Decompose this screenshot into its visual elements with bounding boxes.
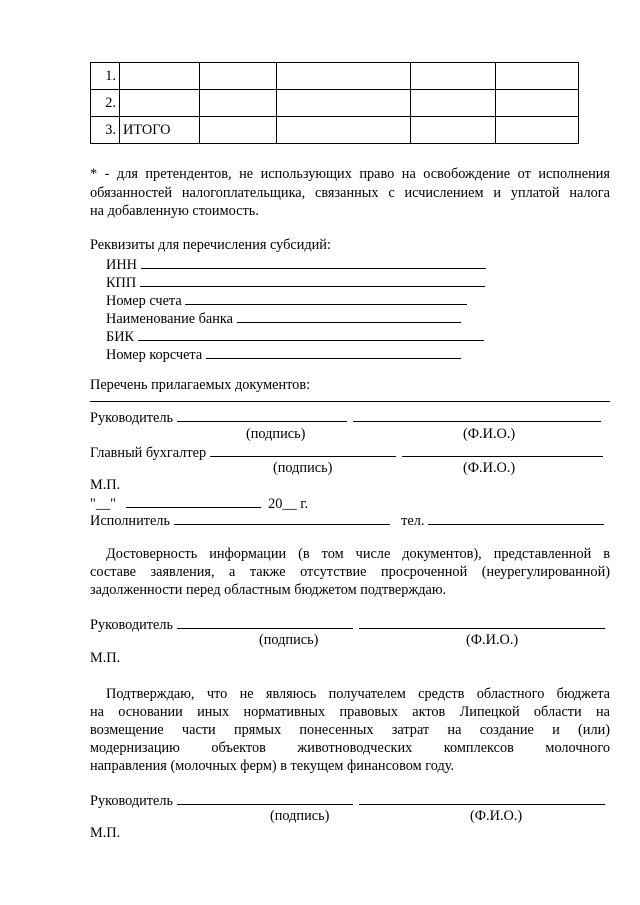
- footnote-line: обязанностей налогоплательщика, связанных с исчислением и уплатой налога: [90, 185, 610, 201]
- accountant-sign-line: [210, 443, 396, 457]
- accountant-signature-row: [90, 443, 603, 462]
- head-label: Руководитель: [90, 617, 174, 633]
- executor-line: [174, 511, 390, 525]
- sign-caption: (подпись): [273, 460, 333, 476]
- stamp-mark: М.П.: [90, 825, 121, 841]
- bik-line: [138, 327, 484, 341]
- kpp-label: КПП: [106, 275, 137, 291]
- table-cell-total: ИТОГО: [120, 117, 200, 144]
- tel-label: тел.: [401, 513, 425, 529]
- accountant-label: Главный бухгалтер: [90, 445, 207, 461]
- executor-label: Исполнитель: [90, 513, 170, 529]
- footnote-line: * - для претендентов, не использующих право на освобождение от исполнения: [90, 166, 610, 182]
- stamp-mark: М.П.: [90, 650, 121, 666]
- tel-line: [428, 511, 604, 525]
- table-cell: [277, 117, 411, 144]
- head-sign-line: [177, 408, 347, 422]
- footnote-line: на добавленную стоимость.: [90, 203, 259, 219]
- date-day: "__": [90, 496, 116, 512]
- inn-line: [141, 255, 486, 269]
- table-cell: [200, 63, 277, 90]
- head-sign-line: [177, 791, 353, 805]
- account-field: [106, 291, 467, 310]
- head-signature-row: [90, 408, 601, 427]
- stamp-mark: М.П.: [90, 477, 121, 493]
- bank-field: [106, 309, 461, 328]
- kpp-field: [106, 273, 485, 292]
- head-label: Руководитель: [90, 410, 174, 426]
- bank-label: Наименование банка: [106, 311, 233, 327]
- accountant-fio-line: [402, 443, 603, 457]
- head-label: Руководитель: [90, 793, 174, 809]
- head-sign-line: [177, 615, 353, 629]
- sign-caption: (подпись): [270, 808, 330, 824]
- row-number: 3.: [91, 117, 120, 144]
- fio-caption: (Ф.И.О.): [463, 460, 516, 476]
- fio-caption: (Ф.И.О.): [463, 426, 516, 442]
- row-number: 2.: [91, 90, 120, 117]
- table-cell: [120, 90, 200, 117]
- confirm-line: возмещение части прямых понесенных затрат на создание и (или): [90, 722, 610, 738]
- sign-caption: (подпись): [259, 632, 319, 648]
- head-fio-line: [353, 408, 601, 422]
- kpp-line: [140, 273, 485, 287]
- head-fio-line: [359, 615, 605, 629]
- fio-caption: (Ф.И.О.): [470, 808, 523, 824]
- confirm-line: направления (молочных ферм) в текущем финансовом году.: [90, 758, 455, 774]
- table-row: [91, 63, 579, 90]
- table-cell: [277, 63, 411, 90]
- confirm-line: Подтверждаю, что не являюсь получателем средств областного бюджета: [106, 686, 610, 702]
- bik-label: БИК: [106, 329, 135, 345]
- table-cell: [411, 117, 496, 144]
- table-cell: [411, 63, 496, 90]
- documents-line: [90, 391, 610, 402]
- table-cell: [277, 90, 411, 117]
- corr-line: [206, 345, 461, 359]
- account-label: Номер счета: [106, 293, 182, 309]
- bik-field: [106, 327, 484, 346]
- corr-label: Номер корсчета: [106, 347, 203, 363]
- table-row: [91, 90, 579, 117]
- inn-field: [106, 255, 486, 274]
- head-signature-row-2: [90, 615, 605, 634]
- sign-caption: (подпись): [246, 426, 306, 442]
- date-month-line: [126, 494, 261, 508]
- reliability-line: составе заявления, а также отсутствие просроченной (неурегулированной): [90, 564, 610, 580]
- table-cell: [411, 90, 496, 117]
- subsidy-table: [90, 62, 579, 144]
- table-cell: [200, 90, 277, 117]
- inn-label: ИНН: [106, 257, 137, 273]
- row-number: 1.: [91, 63, 120, 90]
- table-row: [91, 117, 579, 144]
- table-cell: [496, 117, 579, 144]
- reliability-line: Достоверность информации (в том числе документов), представленной в: [106, 546, 610, 562]
- head-signature-row-3: [90, 791, 605, 810]
- reliability-line: задолженности перед областным бюджетом подтверждаю.: [90, 582, 447, 598]
- date-year: 20__ г.: [268, 496, 309, 512]
- confirm-line: модернизацию объектов животноводческих комплексов молочного: [90, 740, 610, 756]
- executor-row: [90, 511, 604, 530]
- table-cell: [496, 63, 579, 90]
- table-cell: [496, 90, 579, 117]
- bank-line: [237, 309, 461, 323]
- corr-field: [106, 345, 461, 364]
- table-cell: [120, 63, 200, 90]
- confirm-line: на основании иных нормативных правовых актов Липецкой области на: [90, 704, 610, 720]
- fio-caption: (Ф.И.О.): [466, 632, 519, 648]
- table-cell: [200, 117, 277, 144]
- documents-title: Перечень прилагаемых документов:: [90, 377, 311, 393]
- requisites-title: Реквизиты для перечисления субсидий:: [90, 237, 331, 253]
- head-fio-line: [359, 791, 605, 805]
- account-line: [185, 291, 467, 305]
